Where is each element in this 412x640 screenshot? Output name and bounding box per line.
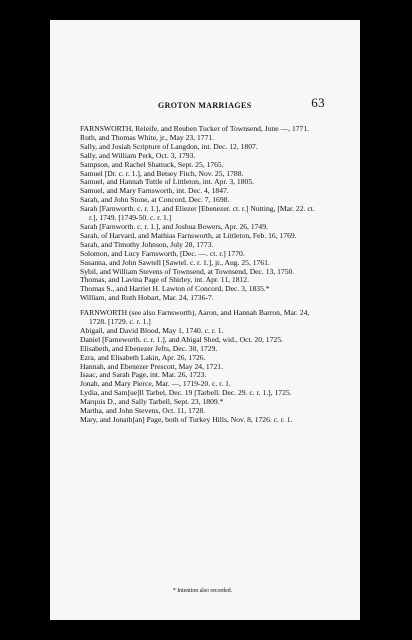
running-title: GROTON MARRIAGES — [158, 101, 252, 110]
marriage-entry: Marquis D., and Sally Tarbell, Sept. 23, 1809.* — [80, 397, 224, 407]
marriage-entry: Abigail, and David Blood, May 1, 1740. c. r. 1. — [80, 325, 224, 335]
marriage-entry: Martha, and John Stevens, Oct. 11, 1728. — [80, 406, 206, 416]
marriage-entry: Thomas S., and Harriet H. Lawton of Concord, Dec. 3, 1835.* — [80, 284, 270, 294]
marriage-entry: Sarah [Farnworth. c. r. 1.], and Joshua Bowers, Apr. 26, 1749. — [80, 221, 268, 231]
marriage-entry: Sarah, and John Stone, at Concord, Dec. 7, 1698. — [80, 195, 230, 205]
marriage-entries — [80, 125, 325, 425]
marriage-entry: Sarah, of Harvard, and Mathias Farnsworth, at Littleton, Feb. 16, 1769. — [80, 230, 297, 240]
marriage-entry: Susanna, and John Sawtell [Sawtel. c. r. 1.], jr., Aug. 25, 1761. — [80, 257, 270, 267]
marriage-entry: Mary, and Jonath[an] Page, both of Turkey Hills, Nov. 8, 1726. c. r. 1. — [80, 415, 293, 424]
marriage-entry: Sally, and Josiah Scripture of Langdon, int. Dec. 12, 1807. — [80, 141, 258, 151]
marriage-entry: Daniel [Farneworth. c. r. 1.], and Abigal Shed, wid., Oct. 20, 1725. — [80, 334, 283, 344]
marriage-entry: Samuel, and Hannah Tuttle of Littleton, int. Apr. 3, 1805. — [80, 177, 255, 187]
marriage-entry: Samuel [Dr. c. r. 1.], and Betsey Fitch, Nov. 25, 1788. — [80, 168, 244, 178]
marriage-entry: Sally, and William Perk, Oct. 3, 1793. — [80, 150, 196, 160]
farnsworth-entries — [80, 125, 325, 303]
marriage-entry: Solomon, and Lucy Farnsworth, [Dec. —. ct. r.] 1770. — [80, 248, 245, 258]
marriage-entry: FARNWORTH (see also Farnsworth), Aaron, and Hannah Barron, Mar. 24, 1728. [1729. c. r. 1.] — [80, 308, 310, 327]
marriage-entry: Thomas, and Lavina Page of Shirley, int. Apr. 11, 1812. — [80, 275, 250, 285]
marriage-entry: Hannah, and Ebenezer Prescott, May 24, 1721. — [80, 361, 223, 371]
marriage-entry: FARNSWORTH, Releife, and Reuben Tucker of Townsend, June —, 1771. — [80, 124, 310, 133]
marriage-entry: Sarah [Farnworth. c. r. 1.], and Eliezer [Ebenezer. ct. r.] Nutting, [Mar. 22. ct. r.], 1749. [1749-50. c. r. 1.] — [80, 204, 315, 223]
marriage-entry: Ezra, and Elisabeth Lakin, Apr. 26, 1726. — [80, 352, 206, 362]
marriage-entry: William, and Ruth Hobart, Mar. 24, 1736-7. — [80, 293, 214, 303]
marriage-entry: Sampson, and Rachel Shattuck, Sept. 25, 1765. — [80, 159, 224, 169]
marriage-entry: Ruth, and Thomas White, jr., May 23, 1771. — [80, 132, 215, 142]
page-number: 63 — [311, 95, 325, 110]
marriage-entry: Elisabeth, and Ebenezer Jefts, Dec. 30, 1729. — [80, 343, 218, 353]
marriage-entry: Samuel, and Mary Farnsworth, int. Dec. 4, 1847. — [80, 186, 229, 196]
marriage-entry: Sarah, and Timothy Johnson, July 28, 1773. — [80, 239, 214, 249]
marriage-entry: Jonah, and Mary Pierce, Mar. —, 1719-20. c. r. 1. — [80, 379, 231, 389]
marriage-entry: Isaac, and Sarah Page, int. Mar. 26, 1723. — [80, 370, 207, 380]
marriage-entry: Lydia, and Sam[ue]ll Tarbel, Dec. 19 [Tarbell. Dec. 29. c. r. 1.], 1725. — [80, 388, 292, 398]
footnote: * Intention also recorded. — [172, 588, 233, 594]
farnworth-entries — [80, 309, 325, 425]
marriage-entry: Sybil, and William Stevens of Townsend, at Townsend, Dec. 13, 1750. — [80, 266, 295, 276]
